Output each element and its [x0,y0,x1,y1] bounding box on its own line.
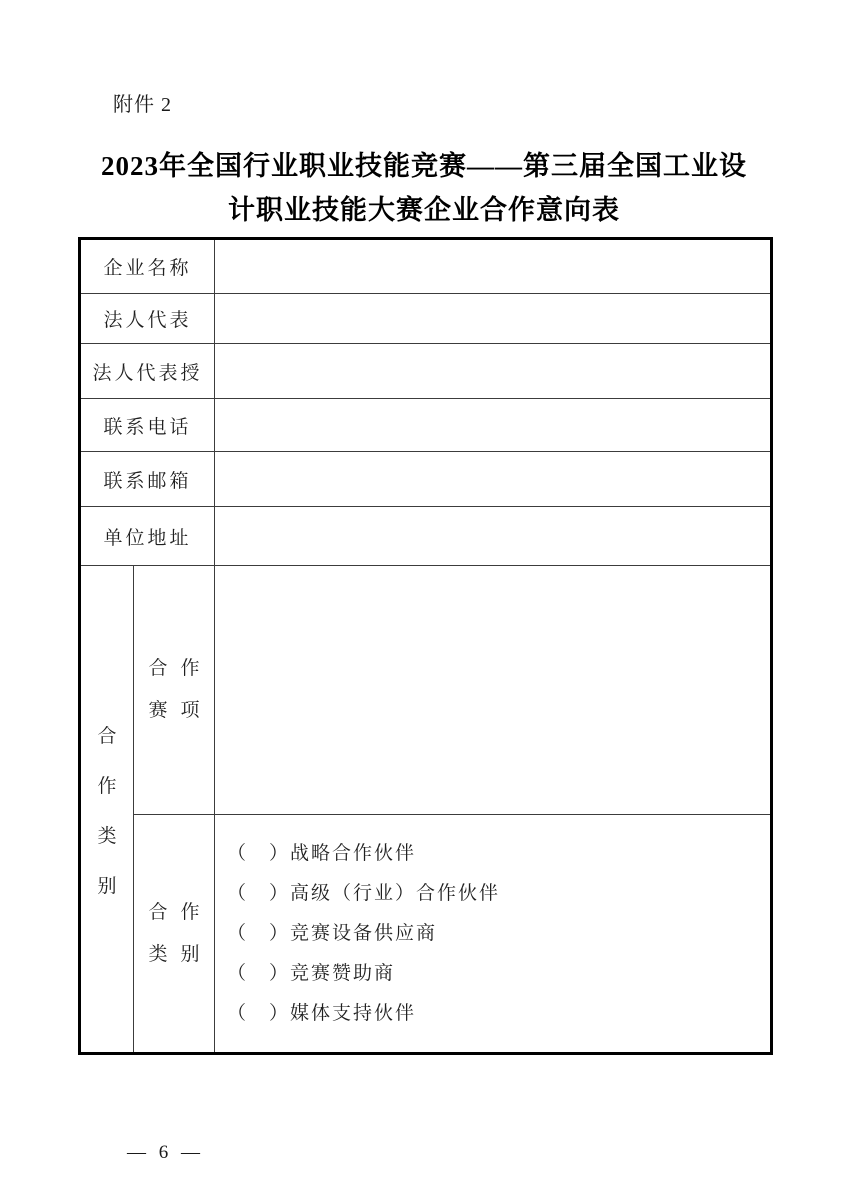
row-label-legal-representative-authorized: 法人代表授 [80,344,215,399]
document-title-line-2: 计职业技能大赛企业合作意向表 [228,195,620,225]
cooperation-intent-form-table [78,237,773,1055]
sub-label-cooperation-type [134,815,215,1054]
group-label-char-4: 别 [97,875,117,897]
sub-label-cooperation-event-line-2: 赛项 [148,700,213,721]
group-label-char-3: 类 [97,825,117,847]
option-media-support-partner: （ ）媒体支持伙伴 [227,1002,417,1024]
row-label-legal-representative: 法人代表 [80,294,215,344]
row-label-enterprise-name: 企业名称 [80,239,215,294]
row-value-contact-email [215,452,772,507]
table-row-cooperation-event [80,566,772,815]
group-label-char-1: 合 [97,725,117,747]
row-value-legal-representative [215,294,772,344]
row-value-unit-address [215,507,772,566]
row-value-contact-phone [215,399,772,452]
row-value-legal-representative-authorized [215,344,772,399]
page-number: — 6 — [127,1142,204,1163]
table-row-contact-phone [80,399,772,452]
cooperation-event-value-cell [215,566,772,815]
row-label-unit-address: 单位地址 [80,507,215,566]
table-row-cooperation-type [80,815,772,1054]
table-row-legal-representative [80,294,772,344]
sub-label-cooperation-event-line-1: 合作 [148,658,213,679]
table-row-contact-email [80,452,772,507]
row-value-enterprise-name [215,239,772,294]
row-label-contact-email: 联系邮箱 [80,452,215,507]
option-competition-sponsor: （ ）竞赛赞助商 [227,962,396,984]
cooperation-category-group-label-stack [81,721,133,898]
option-senior-industry-partner: （ ）高级（行业）合作伙伴 [227,882,501,904]
cooperation-type-options-cell [215,815,772,1054]
cooperation-category-group-label [80,566,134,1054]
document-title-line-1: 2023年全国行业职业技能竞赛——第三届全国工业设 [101,151,747,181]
option-equipment-supplier: （ ）竞赛设备供应商 [227,922,438,944]
row-label-contact-phone: 联系电话 [80,399,215,452]
table-row-unit-address [80,507,772,566]
table-row-enterprise-name [80,239,772,294]
sub-label-cooperation-type-line-1: 合作 [148,901,213,923]
cooperation-type-options [215,843,770,1025]
sub-label-cooperation-type-line-2: 类别 [148,943,213,965]
attachment-label: 附件 2 [113,94,172,116]
group-label-char-2: 作 [97,775,117,797]
document-title [0,144,848,232]
sub-label-cooperation-event [134,566,215,815]
table-row-legal-representative-authorized [80,344,772,399]
option-strategic-partner: （ ）战略合作伙伴 [227,842,417,864]
